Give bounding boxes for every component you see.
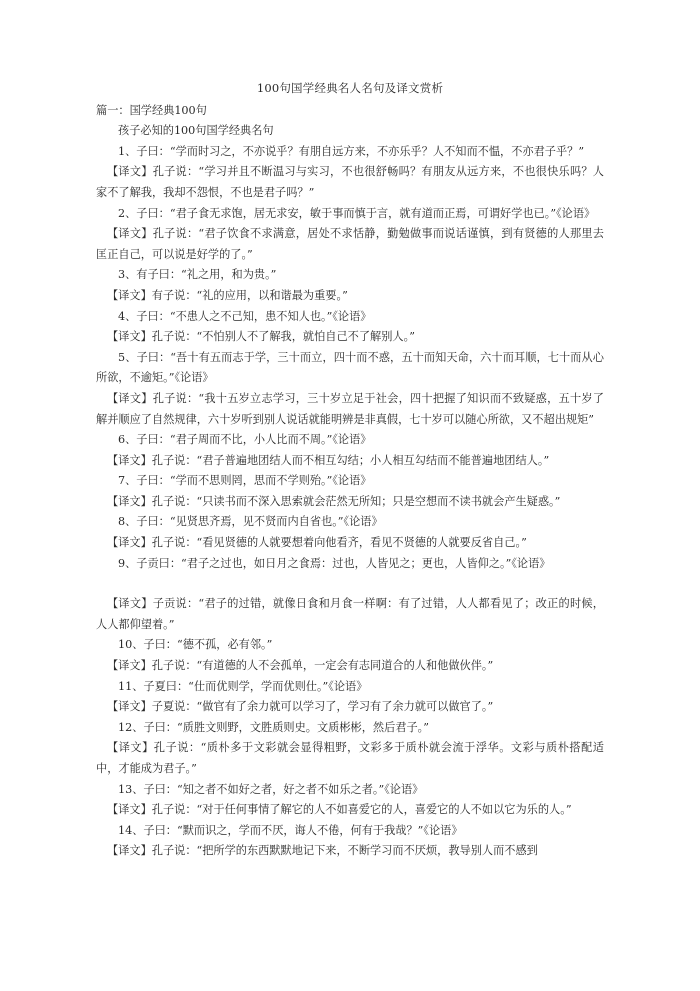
translation-text: 有子说：“礼的应用，以和谐最为重要。”	[151, 288, 348, 302]
translation-tag: 【译文】	[107, 597, 153, 611]
quote-9: 9、子贡曰：“君子之过也，如日月之食焉：过也，人皆见之；更也，人皆仰之。”《论语》	[118, 556, 551, 570]
translation-1	[96, 162, 604, 203]
translation-text: 孔子说：“看见贤德的人就要想着向他看齐，看见不贤德的人就要反省自己。”	[151, 536, 527, 550]
translation-text: 孔子说：“只读书而不深入思索就会茫然无所知；只是空想而不读书就会产生疑惑。”	[151, 494, 561, 508]
translation-tag: 【译文】	[107, 700, 152, 714]
translation-text: 孔子说：“把所学的东西默默地记下来，不断学习而不厌烦，教导别人而不感到	[151, 844, 538, 858]
translation-tag: 【译文】	[107, 536, 152, 550]
quote-1: 1、子曰：“学而时习之，不亦说乎？有朋自远方来，不亦乐乎？人不知而不愠，不亦君子乎？”	[118, 144, 585, 158]
translation-tag: 【译文】	[107, 227, 153, 241]
translation-6	[96, 451, 604, 472]
translation-text: 孔子说：“我十五岁立志学习，三十岁立足于社会，四十把握了知识而不致疑惑，五十岁了解并顺应了自然规律，六十岁听到别人说话就能明辨是非真假，七十岁可以随心所欲，又不超出规矩”	[96, 391, 604, 426]
translation-text: 孔子说：“君子饮食不求满意，居处不求恬静，勤勉做事而说话谨慎，到有贤德的人那里去匡正自己，可以说是好学的了。”	[96, 227, 604, 261]
quote-8: 8、子曰：“见贤思齐焉，见不贤而内自省也。”《论语》	[118, 515, 383, 529]
translation-3	[96, 286, 604, 307]
translation-14	[96, 841, 604, 862]
translation-text: 孔子说：“君子普遍地团结人而不相互勾结；小人相互勾结而不能普遍地团结人。”	[151, 453, 550, 467]
translation-4	[96, 327, 604, 348]
translation-tag: 【译文】	[107, 844, 152, 858]
translation-text: 孔子说：“质朴多于文彩就会显得粗野，文彩多于质朴就会流于浮华。文彩与质朴搭配适中，才能成为君子。”	[96, 741, 604, 775]
translation-text: 子贡说：“君子的过错，就像日食和月食一样啊：有了过错，人人都看见了；改正的时候，人人都仰望着。”	[96, 597, 604, 631]
translation-text: 孔子说：“学习并且不断温习与实习，不也很舒畅吗？有朋友从远方来，不也很快乐吗？人家不了解我，我却不怨恨，不也是君子吗？”	[96, 165, 604, 199]
quote-2: 2、子曰：“君子食无求饱，居无求安，敏于事而慎于言，就有道而正焉，可谓好学也已。”《论语》	[118, 206, 596, 220]
translation-tag: 【译文】	[107, 288, 152, 302]
quote-10: 10、子曰：“德不孤，必有邻。”	[118, 638, 273, 652]
subheading: 孩子必知的100句国学经典名句	[118, 124, 274, 138]
translation-13	[96, 800, 604, 821]
quote-list	[96, 142, 604, 862]
translation-tag: 【译文】	[107, 803, 152, 817]
translation-text: 孔子说：“不怕别人不了解我，就怕自己不了解别人。”	[151, 330, 415, 344]
quote-4: 4、子曰：“不患人之不己知，患不知人也。”《论语》	[118, 309, 372, 323]
translation-tag: 【译文】	[107, 741, 154, 755]
translation-2	[96, 224, 604, 265]
blank-line	[96, 574, 604, 594]
translation-text: 子夏说：“做官有了余力就可以学习了，学习有了余力就可以做官了。”	[151, 700, 494, 714]
translation-11	[96, 697, 604, 718]
translation-tag: 【译文】	[107, 391, 153, 405]
quote-6: 6、子曰：“君子周而不比，小人比而不周。”《论语》	[118, 433, 372, 447]
translation-tag: 【译文】	[107, 659, 152, 673]
translation-12	[96, 738, 604, 779]
translation-tag: 【译文】	[107, 494, 152, 508]
section-heading: 篇一：国学经典100句	[96, 103, 207, 117]
translation-10	[96, 656, 604, 677]
quote-3: 3、有子曰：“礼之用，和为贵。”	[118, 268, 277, 282]
document-title: 100句国学经典名人名句及译文赏析	[256, 81, 444, 95]
quote-12: 12、子曰：“质胜文则野，文胜质则史。文质彬彬，然后君子。”	[118, 720, 429, 734]
translation-5	[96, 389, 604, 430]
document-page	[96, 78, 604, 862]
translation-tag: 【译文】	[107, 165, 153, 179]
quote-13: 13、子曰：“知之者不如好之者，好之者不如乐之者。”《论语》	[118, 782, 424, 796]
translation-text: 孔子说：“有道德的人不会孤单，一定会有志同道合的人和他做伙伴。”	[151, 659, 494, 673]
translation-9	[96, 594, 604, 635]
translation-8	[96, 533, 604, 554]
quote-11: 11、子夏曰：“仕而优则学，学而优则仕。”《论语》	[118, 679, 368, 693]
quote-7: 7、子曰：“学而不思则罔，思而不学则殆。”《论语》	[118, 474, 372, 488]
translation-tag: 【译文】	[107, 453, 152, 467]
quote-14: 14、子曰：“默而识之，学而不厌，诲人不倦，何有于我哉？”《论语》	[118, 823, 463, 837]
quote-5: 5、子曰：“吾十有五而志于学，三十而立，四十而不惑，五十而知天命，六十而耳顺，七十而从心所欲，不逾矩。”《论语》	[96, 350, 604, 385]
translation-7	[96, 492, 604, 513]
translation-tag: 【译文】	[107, 330, 152, 344]
translation-text: 孔子说：“对于任何事情了解它的人不如喜爱它的人，喜爱它的人不如以它为乐的人。”	[151, 803, 572, 817]
